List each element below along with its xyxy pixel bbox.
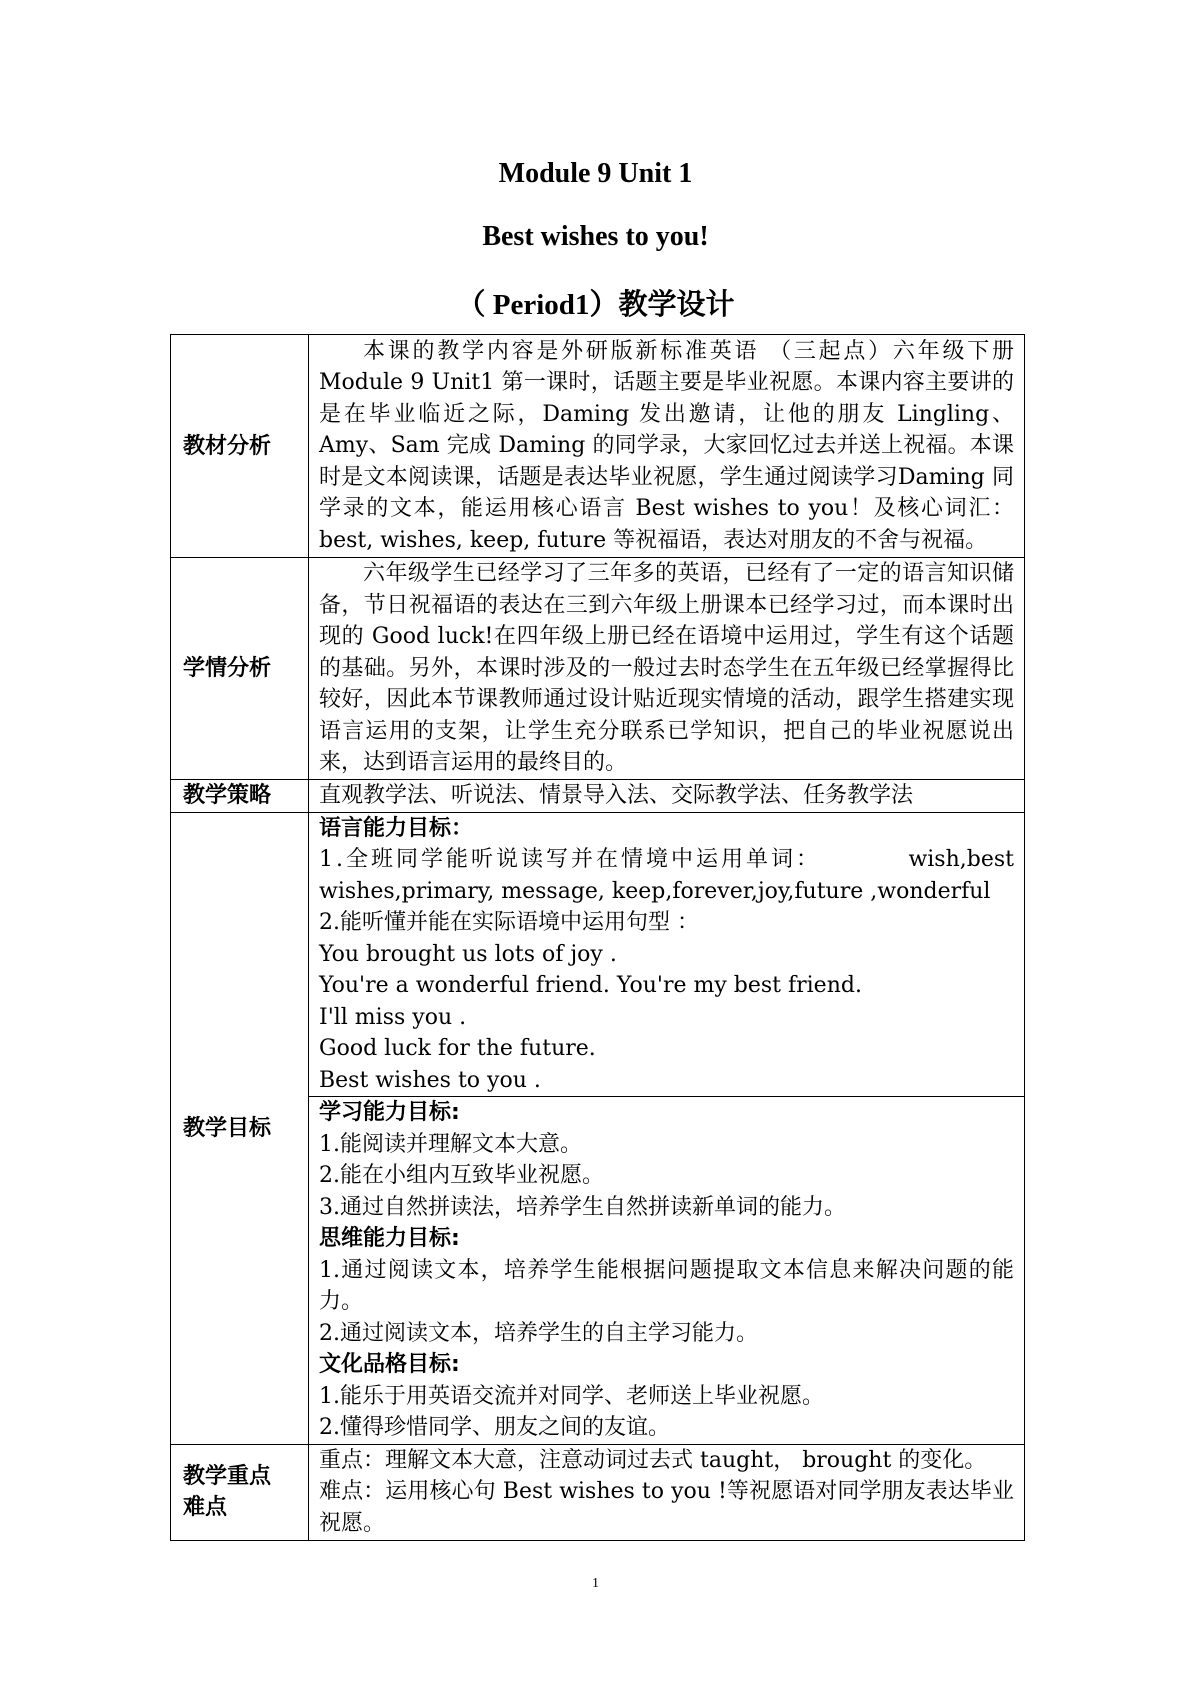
document-subtitle: Best wishes to you! [482,221,709,252]
target-sentence: You brought us lots of joy . [319,941,617,967]
learning-goal-item: 2.能在小组内互致毕业祝愿。 [319,1163,604,1188]
teaching-goals-label: 教学目标 [171,812,309,1444]
key-points-label [171,1444,309,1540]
target-sentence: You're a wonderful friend. You're my best friend. [319,973,862,998]
learning-goals-heading: 学习能力目标: [319,1100,460,1125]
teaching-strategy-label: 教学策略 [171,780,309,813]
row-material-analysis [171,335,1025,558]
language-goals-heading: 语言能力目标： [319,815,474,841]
row-student-analysis [171,558,1025,780]
thinking-goals-heading: 思维能力目标: [319,1226,460,1251]
teaching-goals-cell [309,812,1025,1444]
language-goal-item-words-cont: wishes,primary, message, keep,forever,joy,future ,wonderful [319,878,991,904]
language-goal-item: 2.能听懂并能在实际语境中运用句型 ： [319,910,699,935]
target-sentence: Good luck for the future. [319,1036,596,1061]
student-analysis-text: 六年级学生已经学习了三年多的英语，已经有了一定的语言知识储备，节日祝福语的表达在三到六年级上册课本已经学习过，而本课时出现的 Good luck!在四年级上册已经在语境中运用过，学生有这个话题的基础。另外，本课时涉及的一般过去时态学生在五年级已经掌握得比较好，因此本节课教师通过设计贴近现实情境的活动，跟学生搭建实现语言运用的支架，让学生充分联系已学知识，把自己的毕业祝愿说出来，达到语言运用的最终目的。 [319,561,1014,776]
key-point-text: 重点：理解文本大意，注意动词过去式 taught， brought 的变化。 [319,1447,987,1473]
culture-goals-heading: 文化品格目标: [319,1352,460,1377]
difficult-point-text: 难点：运用核心句 Best wishes to you !等祝愿语对同学朋友表达毕业祝愿。 [319,1479,1014,1536]
language-goals-section [309,813,1024,1098]
document-period-title: （ Period1）教学设计 [456,289,735,321]
culture-goal-item: 2.懂得珍惜同学、朋友之间的友谊。 [319,1415,670,1440]
target-sentence: Best wishes to you . [319,1067,541,1093]
key-points-label-line1: 教学重点 [183,1464,272,1489]
learning-goal-item: 1.能阅读并理解文本大意。 [319,1131,582,1157]
material-analysis-text: 本课的教学内容是外研版新标准英语 （三起点）六年级下册Module 9 Unit1 第一课时，话题主要是毕业祝愿。本课内容主要讲的是在毕业临近之际，Daming 发出邀请，让他的朋友 Lingling、Amy、Sam 完成 Daming 的同学录，大家回忆过去并送上祝福。本课时是文本阅读课，话题是表达毕业祝愿，学生通过阅读学习Daming 同学录的文本，能运用核心语言 Best wishes to you！及核心词汇：best, wishes, keep, future 等祝福语，表达对朋友的不舍与祝福。 [319,338,1014,553]
page-number: 1 [592,1576,599,1591]
teaching-strategy-text: 直观教学法、听说法、情景导入法、交际教学法、任务教学法 [319,783,914,808]
target-sentence: I'll miss you . [319,1004,467,1030]
learning-goal-item: 3.通过自然拼读法，培养学生自然拼读新单词的能力。 [319,1194,846,1220]
thinking-goal-item: 1.通过阅读文本，培养学生能根据问题提取文本信息来解决问题的能力。 [319,1257,1014,1314]
culture-goal-item: 1.能乐于用英语交流并对同学、老师送上毕业祝愿。 [319,1383,824,1409]
material-analysis-label: 教材分析 [171,335,309,558]
key-points-cell [309,1444,1025,1540]
language-goal-item-text: 1.全班同学能听说读写并在情境中运用单词： [319,847,821,872]
document-title: Module 9 Unit 1 [498,158,693,189]
student-analysis-label: 学情分析 [171,558,309,780]
student-analysis-cell [309,558,1025,780]
language-goal-item [319,844,1014,876]
lesson-plan-table [170,334,1025,1541]
material-analysis-cell [309,335,1025,558]
row-key-difficult-points [171,1444,1025,1540]
thinking-goal-item: 2.通过阅读文本，培养学生的自主学习能力。 [319,1320,758,1346]
row-teaching-goals [171,812,1025,1444]
teaching-strategy-cell [309,780,1025,813]
key-points-label-line2: 难点 [183,1495,228,1520]
language-goal-item-words: wish,best [908,847,1014,872]
row-teaching-strategy [171,780,1025,813]
